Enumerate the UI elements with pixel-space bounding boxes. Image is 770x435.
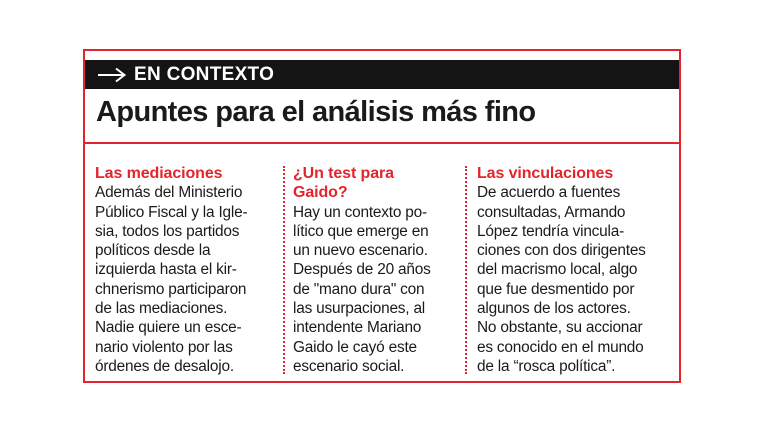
column-test-gaido — [293, 164, 458, 376]
column-divider — [465, 166, 467, 374]
column-body: Hay un contexto po- lítico que emerge en un nuevo escenario. Después de 20 años de "mano dura" con las usurpaciones, al intendente Mariano Gaido le cayó este escenario social. — [293, 203, 431, 375]
right-arrow-icon — [97, 67, 127, 83]
context-box — [83, 49, 681, 383]
column-body: De acuerdo a fuentes consultadas, Armando López tendría vincula- ciones con dos dirigentes del macrismo local, algo que fue desmentido por algunos de los actores. No obstante, su accionar es conocido en el mundo de la “rosca política”. — [477, 184, 646, 375]
column-title: Las mediaciones — [95, 165, 223, 182]
column-vinculaciones — [477, 164, 647, 376]
column-title: ¿Un test para Gaido? — [293, 165, 394, 202]
column-title: Las vinculaciones — [477, 165, 614, 182]
column-mediaciones — [95, 164, 260, 376]
column-body: Además del Ministerio Público Fiscal y la Igle- sia, todos los partidos políticos desde la izquierda hasta el kir- chnerismo participaron de las mediaciones. Nadie quiere un esce- nario violento por las órdenes de desalojo. — [95, 184, 248, 375]
kicker-bar — [85, 60, 679, 89]
column-divider — [283, 166, 285, 374]
kicker-label: EN CONTEXTO — [134, 63, 275, 85]
headline: Apuntes para el análisis más fino — [96, 96, 536, 128]
headline-divider — [85, 142, 679, 144]
